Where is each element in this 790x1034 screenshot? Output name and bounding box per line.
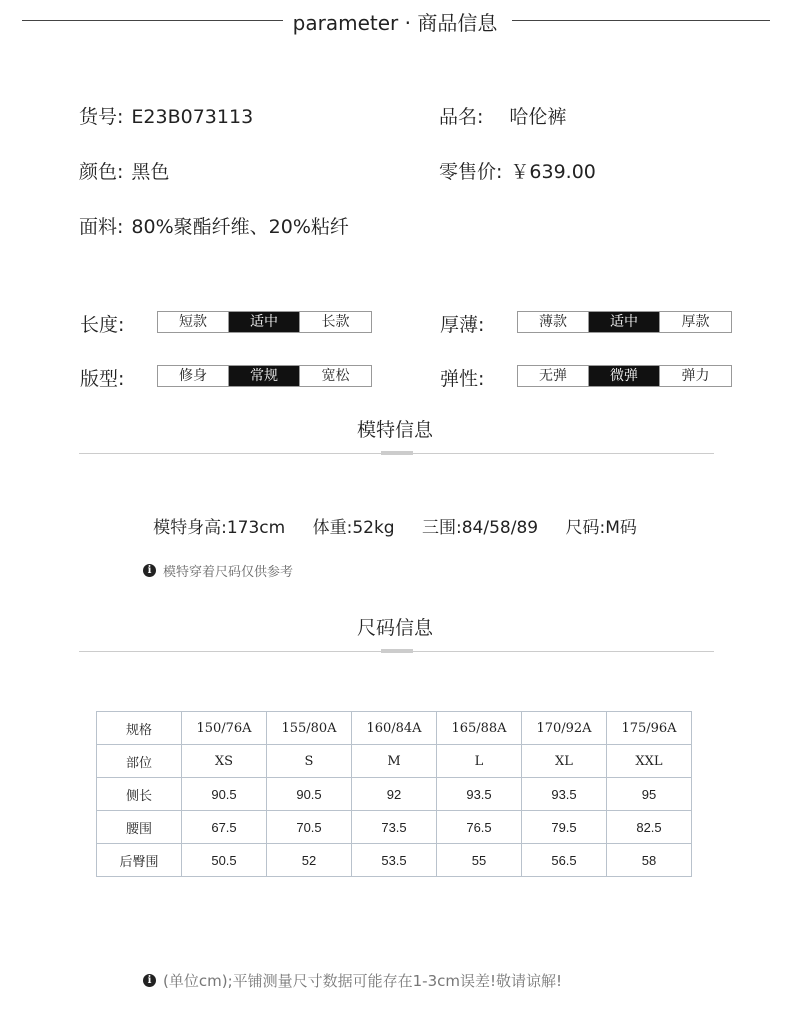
model-height: 模特身高:173cm	[153, 518, 286, 538]
table-cell: 95	[607, 778, 692, 811]
table-cell: 79.5	[522, 811, 607, 844]
table-cell: 52	[267, 844, 352, 877]
table-cell: L	[437, 745, 522, 778]
table-cell: 175/96A	[607, 712, 692, 745]
length-label: 长度:	[80, 314, 125, 336]
model-weight: 体重:52kg	[312, 518, 395, 538]
table-cell: 55	[437, 844, 522, 877]
page-title: parameter · 商品信息	[0, 7, 790, 36]
size-table	[96, 711, 692, 877]
model-measurements: 三围:84/58/89	[422, 518, 539, 538]
fabric-field: 面料: 80%聚酯纤维、20%粘纤	[79, 216, 349, 238]
fit-option: 常规	[229, 366, 300, 386]
fit-option: 宽松	[321, 368, 350, 384]
length-option: 短款	[158, 312, 229, 332]
stretch-option: 弹力	[681, 368, 710, 384]
table-row-header: 规格	[97, 712, 182, 745]
table-cell: 67.5	[182, 811, 267, 844]
table-row-header: 部位	[97, 745, 182, 778]
table-cell: 90.5	[182, 778, 267, 811]
length-option: 长款	[321, 314, 350, 330]
length-option: 适中	[229, 312, 300, 332]
table-row-header: 后臀围	[97, 844, 182, 877]
table-row-header: 腰围	[97, 811, 182, 844]
info-icon: i	[143, 564, 156, 577]
fit-label: 版型:	[80, 368, 125, 390]
length-scale	[157, 311, 372, 333]
stretch-scale	[517, 365, 732, 387]
thickness-option: 厚款	[681, 314, 710, 330]
model-section-marker	[381, 451, 413, 455]
size-section-marker	[381, 649, 413, 653]
thickness-scale	[517, 311, 732, 333]
table-cell: 76.5	[437, 811, 522, 844]
table-cell: 93.5	[522, 778, 607, 811]
table-cell: 50.5	[182, 844, 267, 877]
model-stats	[0, 513, 790, 538]
table-row	[97, 844, 692, 877]
thickness-label: 厚薄:	[440, 314, 485, 336]
table-cell: XL	[522, 745, 607, 778]
table-cell: 160/84A	[352, 712, 437, 745]
size-note: i (单位cm);平铺测量尺寸数据可能存在1-3cm误差!敬请谅解!	[143, 970, 562, 991]
stretch-option: 微弹	[589, 366, 660, 386]
info-icon: i	[143, 974, 156, 987]
size-section-title: 尺码信息	[356, 617, 433, 639]
model-size: 尺码:M码	[565, 518, 637, 538]
table-cell: 82.5	[607, 811, 692, 844]
table-row	[97, 811, 692, 844]
model-note: i 模特穿着尺码仅供参考	[143, 561, 293, 580]
stretch-label: 弹性:	[440, 368, 485, 390]
table-cell: 165/88A	[437, 712, 522, 745]
table-cell: 70.5	[267, 811, 352, 844]
table-cell: 150/76A	[182, 712, 267, 745]
table-cell: 90.5	[267, 778, 352, 811]
stretch-option: 无弹	[518, 366, 589, 386]
product-name-field: 品名: 哈伦裤	[439, 106, 567, 128]
table-cell: M	[352, 745, 437, 778]
table-cell: 93.5	[437, 778, 522, 811]
table-row	[97, 745, 692, 778]
sku-field: 货号: E23B073113	[79, 106, 254, 128]
price-field: 零售价: ￥639.00	[439, 161, 596, 183]
table-cell: S	[267, 745, 352, 778]
table-cell: XXL	[607, 745, 692, 778]
table-cell: 155/80A	[267, 712, 352, 745]
table-cell: 56.5	[522, 844, 607, 877]
table-row	[97, 778, 692, 811]
table-cell: 73.5	[352, 811, 437, 844]
table-row-header: 侧长	[97, 778, 182, 811]
table-cell: 92	[352, 778, 437, 811]
thickness-option: 适中	[589, 312, 660, 332]
table-cell: 53.5	[352, 844, 437, 877]
table-cell: 170/92A	[522, 712, 607, 745]
table-cell: 58	[607, 844, 692, 877]
color-field: 颜色: 黑色	[79, 161, 170, 183]
model-section-title: 模特信息	[356, 419, 433, 441]
table-cell: XS	[182, 745, 267, 778]
thickness-option: 薄款	[518, 312, 589, 332]
table-row	[97, 712, 692, 745]
fit-scale	[157, 365, 372, 387]
fit-option: 修身	[158, 366, 229, 386]
